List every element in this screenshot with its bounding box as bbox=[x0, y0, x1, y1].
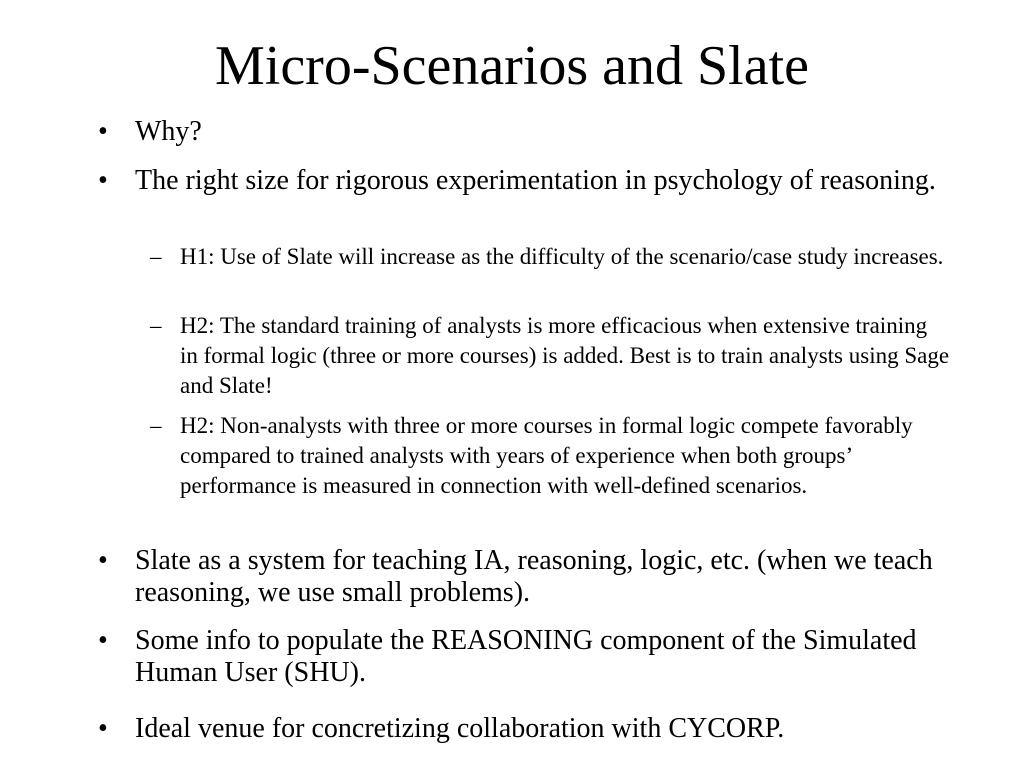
sub-bullet-item bbox=[150, 411, 950, 501]
bullet-text: Ideal venue for concretizing collaboration with CYCORP. bbox=[135, 713, 785, 744]
bullet-item bbox=[98, 625, 958, 689]
bullet-marker: • bbox=[98, 625, 108, 656]
sub-bullet-text: H1: Use of Slate will increase as the difficulty of the scenario/case study increases. bbox=[180, 244, 944, 269]
bullet-text: The right size for rigorous experimentation in psychology of reasoning. bbox=[135, 165, 936, 196]
sub-bullet-text: H2: Non-analysts with three or more courses in formal logic compete favorably compared to trained analysts with years of experience when both groups’ performance is measured in connection with well-defined scenarios. bbox=[180, 413, 913, 498]
bullet-text: Slate as a system for teaching IA, reasoning, logic, etc. (when we teach reasoning, we use small problems). bbox=[135, 545, 933, 608]
sub-bullet-marker: – bbox=[150, 313, 162, 338]
bullet-marker: • bbox=[98, 713, 108, 744]
sub-bullet-marker: – bbox=[150, 413, 162, 438]
sub-bullet-item bbox=[150, 311, 950, 401]
bullet-marker: • bbox=[98, 165, 108, 196]
bullet-item bbox=[98, 713, 958, 745]
bullet-item bbox=[98, 545, 958, 609]
bullet-item bbox=[98, 165, 958, 197]
sub-bullet-text: H2: The standard training of analysts is more efficacious when extensive training in formal logic (three or more courses) is added. Best is to train analysts using Sage and Slate! bbox=[180, 313, 950, 398]
slide-title: Micro-Scenarios and Slate bbox=[214, 35, 810, 97]
bullet-text: Some info to populate the REASONING component of the Simulated Human User (SHU). bbox=[135, 625, 917, 688]
bullet-marker: • bbox=[98, 116, 108, 147]
sub-bullet-marker: – bbox=[150, 244, 162, 269]
sub-bullet-item bbox=[150, 242, 950, 272]
bullet-text: Why? bbox=[135, 116, 202, 147]
bullet-marker: • bbox=[98, 545, 108, 576]
bullet-item bbox=[98, 116, 958, 148]
